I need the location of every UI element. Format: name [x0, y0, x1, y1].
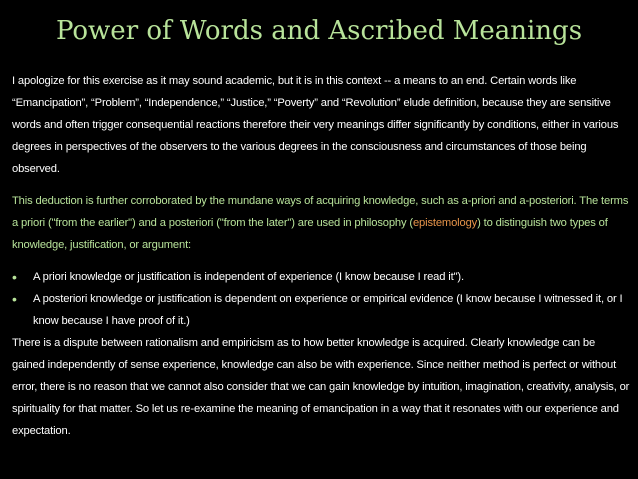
slide-title: Power of Words and Ascribed Meanings — [55, 16, 583, 46]
bullet-item-a-priori — [12, 266, 630, 288]
bullet-list — [12, 266, 630, 332]
bullet-text: A posteriori knowledge or justification is dependent on experience or empirical evidence (I know because I witnessed it, or I know because I have proof of it.) — [33, 293, 623, 327]
epistemology-link[interactable]: epistemology — [412, 217, 478, 229]
slide-body — [12, 70, 630, 442]
intro-paragraph: I apologize for this exercise as it may sound academic, but it is in this context -- a means to an end. Certain words like “Emancipation”, “Problem”, “Independence,” “Justice,” “Poverty” and “Revolution” elude definition, because they are sensitive words and often trigger consequential reactions therefore their very meanings differ significantly by conditions, either in various degrees in perspectives of the observers to the various degrees in the consciousness and circumstances of those being observed. — [12, 75, 619, 175]
closing-paragraph: There is a dispute between rationalism and empiricism as to how better knowledge is acquired. Clearly knowledge can be gained independently of sense experience, knowledge can also be with experience. Since neither method is perfect or without error, there is no reason that we cannot also consider that we can gain knowledge by intuition, imagination, creativity, analysis, or spirituality for that matter. So let us re-examine the meaning of emancipation in a way that it resonates with our experience and expectation. — [12, 337, 630, 437]
bullet-item-a-posteriori — [12, 288, 630, 332]
bullet-text: A priori knowledge or justification is independent of experience (I know because I read it"). — [33, 271, 464, 283]
deduction-text-before: This deduction is further corroborated by the mundane ways of acquiring knowledge, such as a-priori and a-posteriori. The terms a priori ("from the earlier") and a posteriori ("from the later") are used in philosophy ( — [12, 195, 629, 229]
deduction-paragraph — [12, 190, 630, 256]
bullet-icon: • — [12, 269, 17, 285]
deduction-text-after: ) to distinguish two types of knowledge, justification, or argument: — [12, 217, 608, 251]
bullet-icon: • — [12, 291, 17, 307]
